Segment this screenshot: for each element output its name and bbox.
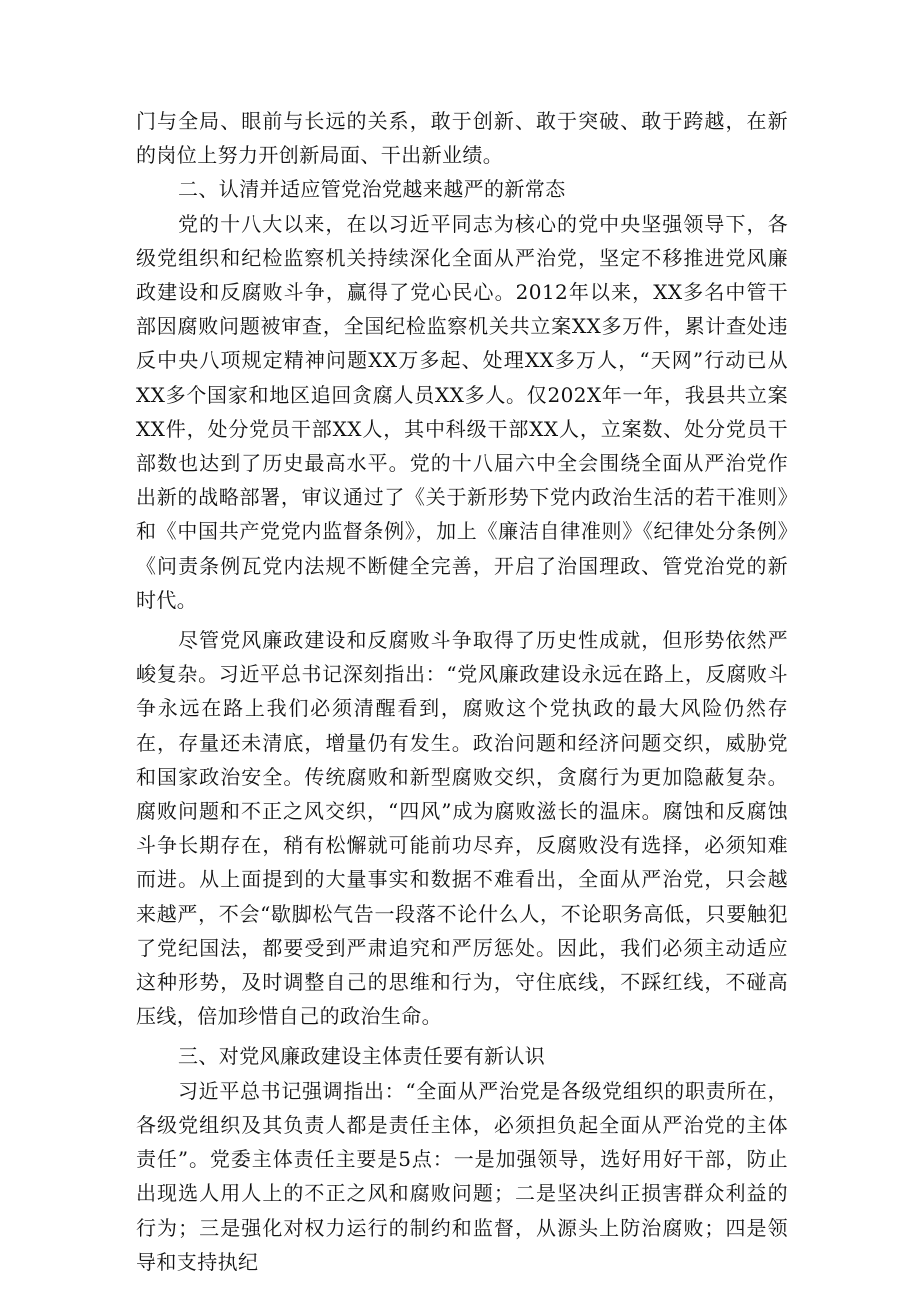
section-heading-two: 二、认清并适应管党治党越来越严的新常态	[178, 177, 566, 202]
section-heading-three: 三、对党风廉政建设主体责任要有新认识	[178, 1044, 546, 1069]
body-paragraph: 尽管党风廉政建设和反腐败斗争取得了历史性成就，但形势依然严峻复杂。习近平总书记深刻指出：“党风廉政建设永远在路上，反腐败斗争永远在路上我们必须清醒看到，腐败这个党执政的最大风险仍然存在，存量还未清底，增量仍有发生。政治问题和经济问题交织，威胁党和国家政治安全。传统腐败和新型腐败交织，贪腐行为更加隐蔽复杂。腐败问题和不正之风交织，“四风”成为腐败滋长的温床。腐蚀和反腐蚀斗争长期存在，稍有松懈就可能前功尽弃，反腐败没有选择，必须知难而进。从上面提到的大量事实和数据不难看出，全面从严治党，只会越来越严，不会“歇脚松气告一段落不论什么人，不论职务高低，只要触犯了党纪国法，都要受到严肃追究和严厉惩处。因此，我们必须主动适应这种形势，及时调整自己的思维和行为，守住底线，不踩红线，不碰高压线，倍加珍惜自己的政治生命。	[136, 628, 788, 1029]
body-paragraph: 习近平总书记强调指出：“全面从严治党是各级党组织的职责所在，各级党组织及其负责人都是责任主体，必须担负起全面从严治党的主体责任”。党委主体责任主要是5点：一是加强领导，选好用好干部，防止出现选人用人上的不正之风和腐败问题；二是坚决纠正损害群众利益的行为；三是强化对权力运行的制约和监督，从源头上防治腐败；四是领导和支持执纪	[136, 1078, 788, 1274]
continuation-paragraph: 门与全局、眼前与长远的关系，敢于创新、敢于突破、敢于跨越，在新的岗位上努力开创新局面、干出新业绩。	[136, 109, 788, 168]
document-body	[136, 104, 788, 1279]
body-paragraph: 党的十八大以来，在以习近平同志为核心的党中央坚强领导下，各级党组织和纪检监察机关持续深化全面从严治党，坚定不移推进党风廉政建设和反腐败斗争，赢得了党心民心。2012年以来，XX多名中管干部因腐败问题被审查，全国纪检监察机关共立案XX多万件，累计查处违反中央八项规定精神问题XX万多起、处理XX多万人，“天网”行动已从XX多个国家和地区追回贪腐人员XX多人。仅202X年一年，我县共立案XX件，处分党员干部XX人，其中科级干部XX人，立案数、处分党员干部数也达到了历史最高水平。党的十八届六中全会围绕全面从严治党作出新的战略部署，审议通过了《关于新形势下党内政治生活的若干准则》和《中国共产党党内监督条例》，加上《廉洁自律准则》《纪律处分条例》《问责条例瓦党内法规不断健全完善，开启了治国理政、管党治党的新时代。	[136, 211, 788, 612]
